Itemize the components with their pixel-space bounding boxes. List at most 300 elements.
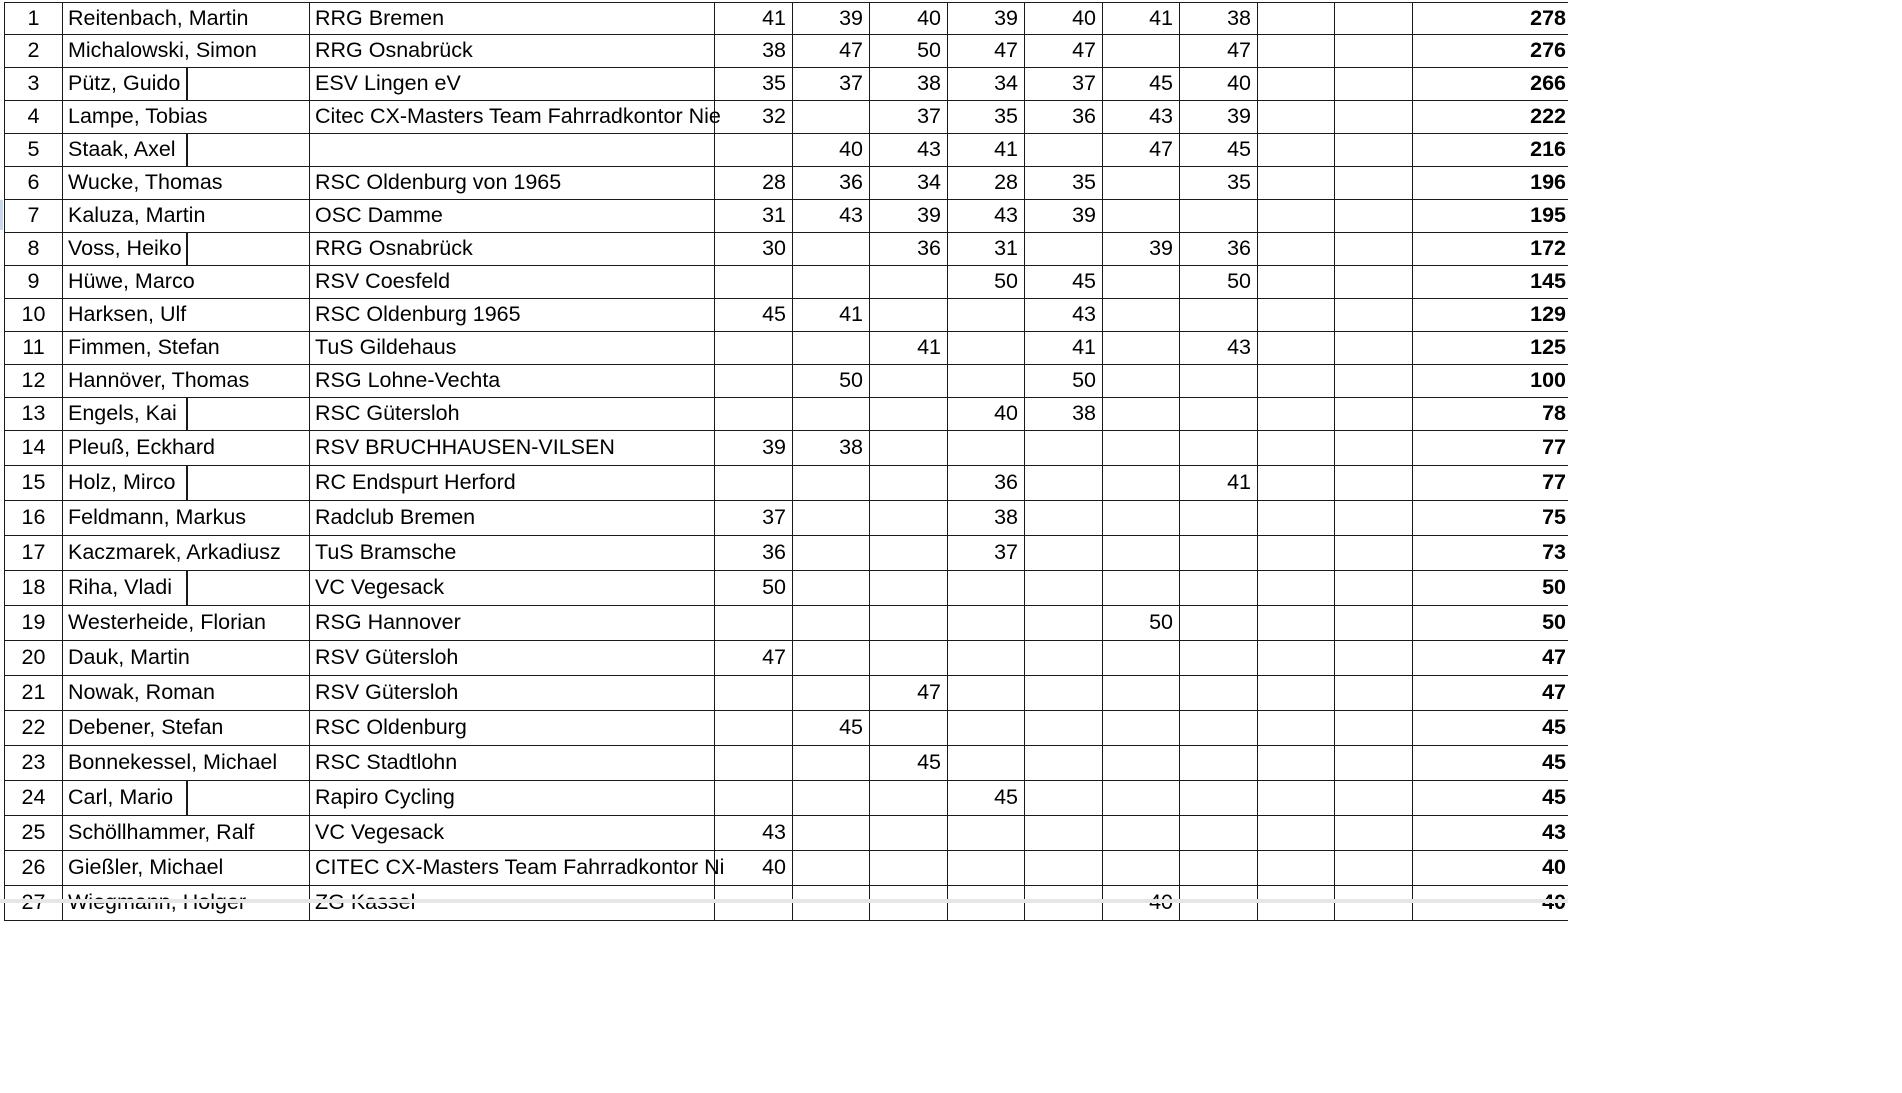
score-cell[interactable] xyxy=(1335,101,1413,133)
score-cell[interactable]: 50 xyxy=(870,35,948,67)
score-cell[interactable] xyxy=(1335,886,1413,920)
score-cell[interactable]: 32 xyxy=(715,101,793,133)
rank-cell[interactable]: 21 xyxy=(4,676,63,710)
rank-cell[interactable]: 1 xyxy=(4,3,63,34)
name-cell[interactable]: Riha, Vladi xyxy=(63,571,310,605)
score-cell[interactable]: 36 xyxy=(793,167,870,199)
club-cell[interactable]: RSC Oldenburg 1965 xyxy=(310,299,715,331)
score-cell[interactable] xyxy=(1335,536,1413,570)
score-cell[interactable] xyxy=(715,676,793,710)
score-cell[interactable]: 39 xyxy=(1025,200,1103,232)
score-cell[interactable] xyxy=(793,398,870,430)
score-cell[interactable]: 40 xyxy=(870,3,948,34)
club-cell[interactable]: RC Endspurt Herford xyxy=(310,466,715,500)
rank-cell[interactable]: 13 xyxy=(4,398,63,430)
name-cell[interactable] xyxy=(63,886,310,920)
score-cell[interactable] xyxy=(793,266,870,298)
club-cell[interactable]: ESV Lingen eV xyxy=(310,68,715,100)
rank-cell[interactable]: 10 xyxy=(4,299,63,331)
score-cell[interactable] xyxy=(1258,134,1335,166)
score-cell[interactable] xyxy=(1258,711,1335,745)
total-cell[interactable]: 47 xyxy=(1542,645,1566,670)
score-cell[interactable]: 38 xyxy=(1180,3,1258,34)
score-cell[interactable]: 40 xyxy=(1025,3,1103,34)
name-cell[interactable]: Feldmann, Markus xyxy=(63,501,310,535)
score-cell[interactable]: 30 xyxy=(715,233,793,265)
total-cell[interactable]: 129 xyxy=(1530,302,1566,327)
score-cell[interactable] xyxy=(870,266,948,298)
score-cell[interactable] xyxy=(715,781,793,815)
score-cell[interactable] xyxy=(948,332,1025,364)
rank-cell[interactable]: 18 xyxy=(4,571,63,605)
score-cell[interactable] xyxy=(1025,134,1103,166)
score-cell[interactable]: 40 xyxy=(1180,68,1258,100)
rank-cell[interactable]: 7 xyxy=(4,200,63,232)
name-cell[interactable]: Schöllhammer, Ralf xyxy=(63,816,310,850)
score-cell[interactable] xyxy=(793,641,870,675)
score-cell[interactable] xyxy=(1258,101,1335,133)
name-cell[interactable]: Kaczmarek, Arkadiusz xyxy=(63,536,310,570)
score-cell[interactable]: 41 xyxy=(948,134,1025,166)
score-cell[interactable] xyxy=(1258,233,1335,265)
score-cell[interactable] xyxy=(1258,676,1335,710)
score-cell[interactable]: 35 xyxy=(1180,167,1258,199)
club-cell[interactable]: RSC Oldenburg xyxy=(310,711,715,745)
score-cell[interactable]: 45 xyxy=(1180,134,1258,166)
score-cell[interactable]: 31 xyxy=(715,200,793,232)
score-cell[interactable]: 47 xyxy=(793,35,870,67)
score-cell[interactable] xyxy=(870,501,948,535)
total-cell[interactable]: 50 xyxy=(1542,575,1566,600)
name-cell[interactable]: Harksen, Ulf xyxy=(63,299,310,331)
score-cell[interactable] xyxy=(715,886,793,920)
score-cell[interactable] xyxy=(1258,501,1335,535)
score-cell[interactable]: 35 xyxy=(948,101,1025,133)
total-cell[interactable]: 195 xyxy=(1530,203,1566,228)
rank-cell[interactable]: 5 xyxy=(4,134,63,166)
score-cell[interactable] xyxy=(715,332,793,364)
score-cell[interactable] xyxy=(948,431,1025,465)
score-cell[interactable]: 38 xyxy=(1025,398,1103,430)
total-cell[interactable]: 278 xyxy=(1530,5,1566,30)
total-cell[interactable]: 266 xyxy=(1530,71,1566,96)
score-cell[interactable] xyxy=(1025,233,1103,265)
score-cell[interactable] xyxy=(793,606,870,640)
score-cell[interactable] xyxy=(1180,606,1258,640)
name-cell[interactable]: Bonnekessel, Michael xyxy=(63,746,310,780)
club-cell[interactable]: OSC Damme xyxy=(310,200,715,232)
score-cell[interactable] xyxy=(793,886,870,920)
score-cell[interactable]: 43 xyxy=(793,200,870,232)
score-cell[interactable]: 45 xyxy=(870,746,948,780)
score-cell[interactable] xyxy=(793,746,870,780)
score-cell[interactable] xyxy=(1335,711,1413,745)
score-cell[interactable]: 43 xyxy=(715,816,793,850)
score-cell[interactable] xyxy=(870,299,948,331)
total-cell[interactable]: 125 xyxy=(1530,335,1566,360)
score-cell[interactable] xyxy=(1258,431,1335,465)
score-cell[interactable] xyxy=(870,711,948,745)
score-cell[interactable]: 47 xyxy=(1180,35,1258,67)
score-cell[interactable] xyxy=(1335,466,1413,500)
rank-cell[interactable]: 3 xyxy=(4,68,63,100)
club-cell[interactable]: RSC Stadtlohn xyxy=(310,746,715,780)
score-cell[interactable] xyxy=(715,365,793,397)
score-cell[interactable]: 37 xyxy=(948,536,1025,570)
score-cell[interactable]: 36 xyxy=(1025,101,1103,133)
score-cell[interactable]: 38 xyxy=(948,501,1025,535)
name-cell[interactable]: Hannöver, Thomas xyxy=(63,365,310,397)
name-cell[interactable]: Gießler, Michael xyxy=(63,851,310,885)
name-cell[interactable]: Westerheide, Florian xyxy=(63,606,310,640)
score-cell[interactable] xyxy=(1258,851,1335,885)
club-cell[interactable]: VC Vegesack xyxy=(310,571,715,605)
score-cell[interactable]: 43 xyxy=(1025,299,1103,331)
score-cell[interactable] xyxy=(793,781,870,815)
name-cell[interactable]: Holz, Mirco xyxy=(63,466,310,500)
club-cell[interactable]: RSV Gütersloh xyxy=(310,676,715,710)
score-cell[interactable] xyxy=(1180,641,1258,675)
name-cell[interactable]: Kaluza, Martin xyxy=(63,200,310,232)
score-cell[interactable] xyxy=(1180,365,1258,397)
score-cell[interactable] xyxy=(948,606,1025,640)
score-cell[interactable]: 47 xyxy=(948,35,1025,67)
club-cell[interactable]: RSV Coesfeld xyxy=(310,266,715,298)
score-cell[interactable] xyxy=(948,711,1025,745)
score-cell[interactable] xyxy=(1180,676,1258,710)
score-cell[interactable]: 40 xyxy=(948,398,1025,430)
rank-cell[interactable]: 19 xyxy=(4,606,63,640)
total-cell[interactable]: 73 xyxy=(1542,540,1566,565)
score-cell[interactable] xyxy=(1258,536,1335,570)
score-cell[interactable] xyxy=(1258,466,1335,500)
score-cell[interactable] xyxy=(1335,781,1413,815)
score-cell[interactable] xyxy=(1335,571,1413,605)
score-cell[interactable] xyxy=(1335,606,1413,640)
rank-cell[interactable]: 15 xyxy=(4,466,63,500)
name-cell[interactable]: Wucke, Thomas xyxy=(63,167,310,199)
score-cell[interactable] xyxy=(1335,68,1413,100)
score-cell[interactable] xyxy=(793,332,870,364)
score-cell[interactable] xyxy=(715,746,793,780)
score-cell[interactable] xyxy=(1025,536,1103,570)
score-cell[interactable] xyxy=(870,606,948,640)
total-cell[interactable] xyxy=(1413,886,1568,920)
name-cell[interactable]: Lampe, Tobias xyxy=(63,101,310,133)
score-cell[interactable] xyxy=(870,641,948,675)
rank-cell[interactable]: 25 xyxy=(4,816,63,850)
name-cell[interactable]: Fimmen, Stefan xyxy=(63,332,310,364)
score-cell[interactable] xyxy=(1103,851,1180,885)
score-cell[interactable]: 39 xyxy=(715,431,793,465)
club-cell[interactable]: TuS Gildehaus xyxy=(310,332,715,364)
score-cell[interactable] xyxy=(948,641,1025,675)
score-cell[interactable] xyxy=(1180,886,1258,920)
score-cell[interactable]: 40 xyxy=(715,851,793,885)
score-cell[interactable] xyxy=(1180,816,1258,850)
score-cell[interactable] xyxy=(1335,431,1413,465)
score-cell[interactable]: 45 xyxy=(948,781,1025,815)
total-cell[interactable]: 43 xyxy=(1542,820,1566,845)
score-cell[interactable] xyxy=(793,536,870,570)
score-cell[interactable]: 50 xyxy=(948,266,1025,298)
club-cell[interactable]: RSC Oldenburg von 1965 xyxy=(310,167,715,199)
score-cell[interactable] xyxy=(1025,676,1103,710)
total-cell[interactable]: 75 xyxy=(1542,505,1566,530)
total-cell[interactable]: 276 xyxy=(1530,38,1566,63)
name-cell[interactable]: Debener, Stefan xyxy=(63,711,310,745)
score-cell[interactable] xyxy=(793,571,870,605)
rank-cell[interactable]: 9 xyxy=(4,266,63,298)
score-cell[interactable] xyxy=(1025,851,1103,885)
score-cell[interactable] xyxy=(1258,398,1335,430)
score-cell[interactable]: 45 xyxy=(1025,266,1103,298)
rank-cell[interactable]: 12 xyxy=(4,365,63,397)
score-cell[interactable] xyxy=(1103,711,1180,745)
club-cell[interactable]: RSG Hannover xyxy=(310,606,715,640)
club-cell[interactable]: Radclub Bremen xyxy=(310,501,715,535)
total-cell[interactable]: 40 xyxy=(1542,855,1566,880)
score-cell[interactable] xyxy=(1103,886,1180,920)
score-cell[interactable] xyxy=(1180,431,1258,465)
club-cell[interactable]: RRG Bremen xyxy=(310,3,715,34)
score-cell[interactable]: 35 xyxy=(715,68,793,100)
score-cell[interactable] xyxy=(715,606,793,640)
club-cell[interactable]: CITEC CX-Masters Team Fahrradkontor Ni xyxy=(310,851,715,885)
score-cell[interactable] xyxy=(715,711,793,745)
rank-cell[interactable]: 14 xyxy=(4,431,63,465)
score-cell[interactable] xyxy=(870,536,948,570)
total-cell[interactable]: 172 xyxy=(1530,236,1566,261)
score-cell[interactable]: 41 xyxy=(1025,332,1103,364)
name-cell[interactable]: Staak, Axel xyxy=(63,134,310,166)
score-cell[interactable] xyxy=(793,501,870,535)
score-cell[interactable] xyxy=(1103,200,1180,232)
score-cell[interactable] xyxy=(1335,3,1413,34)
score-cell[interactable] xyxy=(1258,3,1335,34)
score-cell[interactable]: 50 xyxy=(1180,266,1258,298)
name-cell[interactable]: Engels, Kai xyxy=(63,398,310,430)
score-cell[interactable]: 43 xyxy=(948,200,1025,232)
score-cell[interactable] xyxy=(1103,536,1180,570)
score-cell[interactable] xyxy=(870,571,948,605)
score-cell[interactable] xyxy=(793,851,870,885)
score-cell[interactable]: 41 xyxy=(793,299,870,331)
score-cell[interactable] xyxy=(1180,536,1258,570)
total-cell[interactable]: 196 xyxy=(1530,170,1566,195)
total-cell[interactable]: 50 xyxy=(1542,610,1566,635)
total-cell[interactable]: 100 xyxy=(1530,368,1566,393)
score-cell[interactable]: 35 xyxy=(1025,167,1103,199)
club-cell[interactable]: RRG Osnabrück xyxy=(310,35,715,67)
score-cell[interactable] xyxy=(1103,501,1180,535)
score-cell[interactable]: 50 xyxy=(1103,606,1180,640)
score-cell[interactable] xyxy=(1335,676,1413,710)
score-cell[interactable] xyxy=(1103,35,1180,67)
score-cell[interactable] xyxy=(1180,746,1258,780)
score-cell[interactable] xyxy=(1335,501,1413,535)
score-cell[interactable]: 38 xyxy=(793,431,870,465)
score-cell[interactable]: 37 xyxy=(793,68,870,100)
score-cell[interactable]: 34 xyxy=(870,167,948,199)
score-cell[interactable]: 50 xyxy=(793,365,870,397)
score-cell[interactable] xyxy=(870,398,948,430)
score-cell[interactable]: 39 xyxy=(1103,233,1180,265)
name-cell[interactable]: Reitenbach, Martin xyxy=(63,3,310,34)
score-cell[interactable]: 50 xyxy=(1025,365,1103,397)
score-cell[interactable] xyxy=(1180,711,1258,745)
score-cell[interactable] xyxy=(1025,711,1103,745)
score-cell[interactable] xyxy=(948,816,1025,850)
rank-cell[interactable]: 26 xyxy=(4,851,63,885)
score-cell[interactable] xyxy=(1335,200,1413,232)
score-cell[interactable] xyxy=(1335,746,1413,780)
total-cell[interactable]: 77 xyxy=(1542,435,1566,460)
score-cell[interactable]: 47 xyxy=(870,676,948,710)
name-cell[interactable]: Michalowski, Simon xyxy=(63,35,310,67)
rank-cell[interactable]: 4 xyxy=(4,101,63,133)
score-cell[interactable] xyxy=(715,266,793,298)
score-cell[interactable] xyxy=(870,431,948,465)
rank-cell[interactable]: 8 xyxy=(4,233,63,265)
score-cell[interactable]: 45 xyxy=(793,711,870,745)
score-cell[interactable] xyxy=(948,886,1025,920)
score-cell[interactable] xyxy=(793,466,870,500)
total-cell[interactable]: 45 xyxy=(1542,785,1566,810)
score-cell[interactable]: 28 xyxy=(948,167,1025,199)
score-cell[interactable] xyxy=(870,886,948,920)
score-cell[interactable]: 45 xyxy=(1103,68,1180,100)
score-cell[interactable] xyxy=(1258,886,1335,920)
score-cell[interactable] xyxy=(1335,134,1413,166)
score-cell[interactable] xyxy=(1103,299,1180,331)
score-cell[interactable]: 47 xyxy=(715,641,793,675)
score-cell[interactable]: 39 xyxy=(870,200,948,232)
score-cell[interactable]: 47 xyxy=(1103,134,1180,166)
score-cell[interactable] xyxy=(1025,606,1103,640)
score-cell[interactable] xyxy=(870,781,948,815)
score-cell[interactable] xyxy=(1180,851,1258,885)
score-cell[interactable] xyxy=(1103,431,1180,465)
score-cell[interactable] xyxy=(1103,781,1180,815)
score-cell[interactable] xyxy=(870,851,948,885)
score-cell[interactable]: 37 xyxy=(715,501,793,535)
club-cell[interactable]: Citec CX-Masters Team Fahrradkontor Nie xyxy=(310,101,715,133)
score-cell[interactable] xyxy=(1335,233,1413,265)
score-cell[interactable] xyxy=(1335,641,1413,675)
rank-cell[interactable]: 16 xyxy=(4,501,63,535)
score-cell[interactable] xyxy=(1258,299,1335,331)
score-cell[interactable] xyxy=(1258,365,1335,397)
score-cell[interactable] xyxy=(793,676,870,710)
club-cell[interactable] xyxy=(310,134,715,166)
score-cell[interactable] xyxy=(1103,266,1180,298)
score-cell[interactable] xyxy=(1025,781,1103,815)
club-cell[interactable]: RSG Lohne-Vechta xyxy=(310,365,715,397)
score-cell[interactable] xyxy=(1335,365,1413,397)
score-cell[interactable]: 37 xyxy=(1025,68,1103,100)
score-cell[interactable] xyxy=(1258,781,1335,815)
score-cell[interactable]: 36 xyxy=(948,466,1025,500)
score-cell[interactable]: 47 xyxy=(1025,35,1103,67)
score-cell[interactable] xyxy=(1335,816,1413,850)
total-cell[interactable]: 78 xyxy=(1542,401,1566,426)
name-cell[interactable]: Voss, Heiko xyxy=(63,233,310,265)
score-cell[interactable] xyxy=(1258,571,1335,605)
rank-cell[interactable] xyxy=(4,886,63,920)
score-cell[interactable] xyxy=(1025,501,1103,535)
score-cell[interactable] xyxy=(793,233,870,265)
score-cell[interactable]: 50 xyxy=(715,571,793,605)
score-cell[interactable] xyxy=(1103,676,1180,710)
score-cell[interactable] xyxy=(1335,35,1413,67)
name-cell[interactable]: Pleuß, Eckhard xyxy=(63,431,310,465)
score-cell[interactable] xyxy=(1025,431,1103,465)
club-cell[interactable]: RSV Gütersloh xyxy=(310,641,715,675)
score-cell[interactable] xyxy=(1258,68,1335,100)
score-cell[interactable] xyxy=(1180,200,1258,232)
score-cell[interactable]: 41 xyxy=(1103,3,1180,34)
score-cell[interactable]: 45 xyxy=(715,299,793,331)
name-cell[interactable]: Pütz, Guido xyxy=(63,68,310,100)
score-cell[interactable] xyxy=(1335,167,1413,199)
score-cell[interactable]: 43 xyxy=(1180,332,1258,364)
score-cell[interactable] xyxy=(948,571,1025,605)
name-cell[interactable]: Nowak, Roman xyxy=(63,676,310,710)
score-cell[interactable] xyxy=(1335,851,1413,885)
score-cell[interactable] xyxy=(1258,746,1335,780)
score-cell[interactable] xyxy=(870,466,948,500)
score-cell[interactable]: 37 xyxy=(870,101,948,133)
score-cell[interactable] xyxy=(948,365,1025,397)
total-cell[interactable]: 77 xyxy=(1542,470,1566,495)
score-cell[interactable]: 39 xyxy=(1180,101,1258,133)
score-cell[interactable] xyxy=(948,746,1025,780)
score-cell[interactable] xyxy=(1025,466,1103,500)
score-cell[interactable] xyxy=(1258,332,1335,364)
rank-cell[interactable]: 22 xyxy=(4,711,63,745)
club-cell[interactable]: VC Vegesack xyxy=(310,816,715,850)
score-cell[interactable] xyxy=(1025,641,1103,675)
score-cell[interactable] xyxy=(1258,816,1335,850)
score-cell[interactable] xyxy=(1180,299,1258,331)
score-cell[interactable]: 28 xyxy=(715,167,793,199)
score-cell[interactable] xyxy=(1180,571,1258,605)
score-cell[interactable]: 41 xyxy=(870,332,948,364)
score-cell[interactable]: 43 xyxy=(1103,101,1180,133)
score-cell[interactable] xyxy=(1180,501,1258,535)
score-cell[interactable]: 43 xyxy=(870,134,948,166)
score-cell[interactable]: 36 xyxy=(715,536,793,570)
score-cell[interactable]: 36 xyxy=(870,233,948,265)
score-cell[interactable] xyxy=(793,816,870,850)
score-cell[interactable]: 39 xyxy=(793,3,870,34)
score-cell[interactable]: 38 xyxy=(715,35,793,67)
score-cell[interactable] xyxy=(1258,200,1335,232)
score-cell[interactable] xyxy=(1258,606,1335,640)
score-cell[interactable] xyxy=(1335,332,1413,364)
score-cell[interactable] xyxy=(1103,746,1180,780)
score-cell[interactable] xyxy=(715,466,793,500)
score-cell[interactable] xyxy=(793,101,870,133)
score-cell[interactable] xyxy=(1258,266,1335,298)
club-cell[interactable]: TuS Bramsche xyxy=(310,536,715,570)
score-cell[interactable] xyxy=(715,398,793,430)
rank-cell[interactable]: 20 xyxy=(4,641,63,675)
score-cell[interactable] xyxy=(1025,886,1103,920)
score-cell[interactable] xyxy=(1103,641,1180,675)
score-cell[interactable] xyxy=(1180,781,1258,815)
